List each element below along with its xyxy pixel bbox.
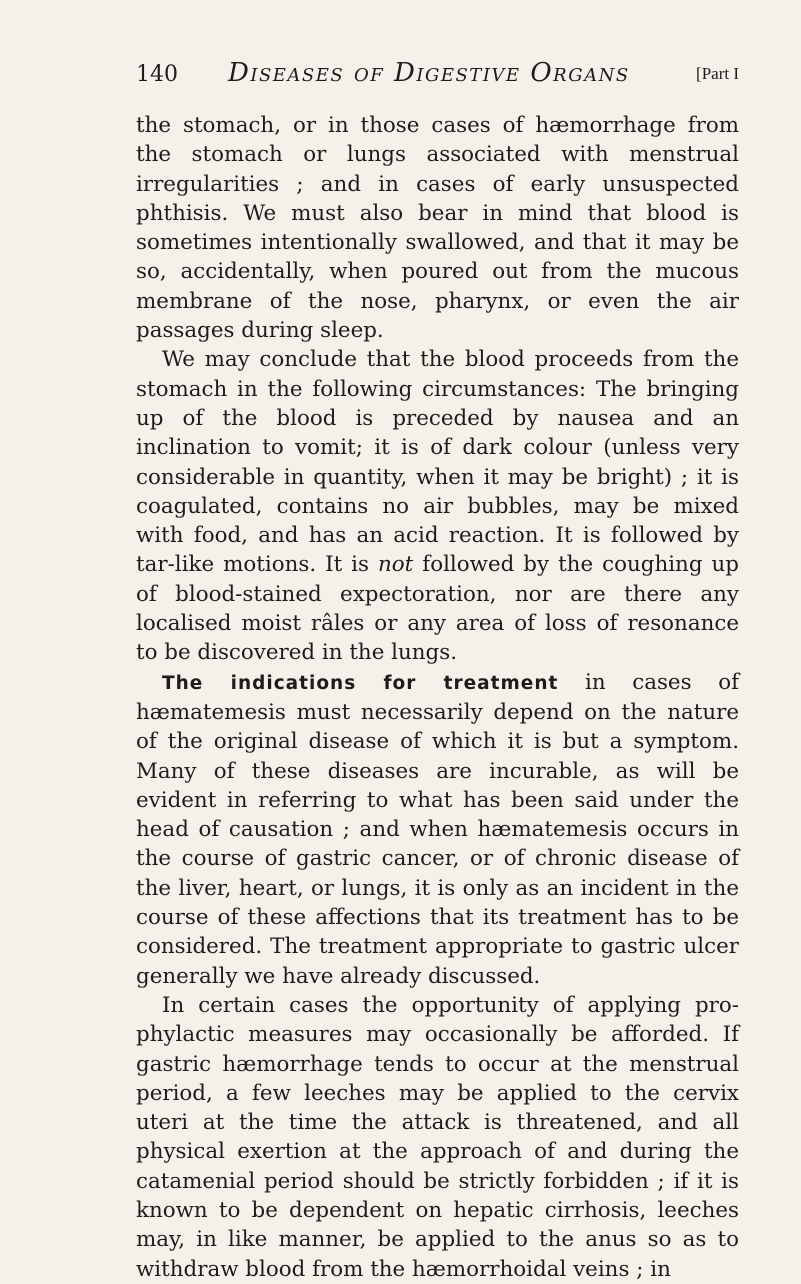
paragraph-1: the stomach, or in those cases of hæmorrhage from the stomach or lungs associated with menstrual irregularities ; and in cases of early unsuspected phthisis. We must also bear in mind that blood is sometimes intentionally swallowed, and that it may be so, accidentally, when poured out from the mucous membrane of the nose, pharynx, or even the air passages during sleep. bbox=[136, 113, 739, 344]
running-head bbox=[136, 52, 739, 92]
paragraph-2-text: We may conclude that the blood proceeds from the stomach in the following circumstances: The bringing up of the blood is preceded by nausea and an inclination to vomit; it is of dark colour (unless very considerable in quantity, when it may be bright) ; it is coagulated, contains no air bubbles, may be mixed with food, and has an acid reaction. It is followed by tar-like motions. It is bbox=[136, 347, 739, 578]
section-heading: The indications for treatment bbox=[162, 672, 559, 694]
paragraph-3 bbox=[136, 668, 739, 991]
part-label: [Part I bbox=[696, 64, 739, 83]
running-title: Diseases of Digestive Organs bbox=[228, 58, 630, 88]
emphasis-not: not bbox=[378, 552, 414, 578]
paragraph-3-text: in cases of hæmatemesis must necessarily depend on the nature of the original disease of which it is but a symptom. Many of these diseases are incurable, as will be evident in referring to what has been said under the head of causation ; and when hæmatemesis occurs in the course of gastric cancer, or of chronic disease of the liver, heart, or lungs, it is only as an incident in the course of these affections that its treatment has to be considered. The treatment appropriate to gastric ulcer generally we have already discussed. bbox=[136, 669, 739, 989]
body-text bbox=[136, 111, 739, 1284]
page-number: 140 bbox=[136, 62, 178, 87]
paragraph-4: In certain cases the opportunity of applying prophylactic measures may occasionally be afforded. If gastric hæmorrhage tends to occur at the menstrual period, a few leeches may be applied to the cervix uteri at the time the attack is threatened, and all physical exertion at the approach of and during the catamenial period should be strictly forbidden ; if it is known to be dependent on hepatic cirrhosis, leeches may, in like manner, be applied to the anus so as to withdraw blood from the hæmorrhoidal veins ; in bbox=[136, 992, 739, 1282]
paragraph-2-end: followed by the coughing up of blood-stained expectoration, nor are there any localised moist râles or any area of loss of resonance to be discovered in the lungs. bbox=[136, 552, 739, 666]
paragraph-2 bbox=[136, 345, 739, 667]
